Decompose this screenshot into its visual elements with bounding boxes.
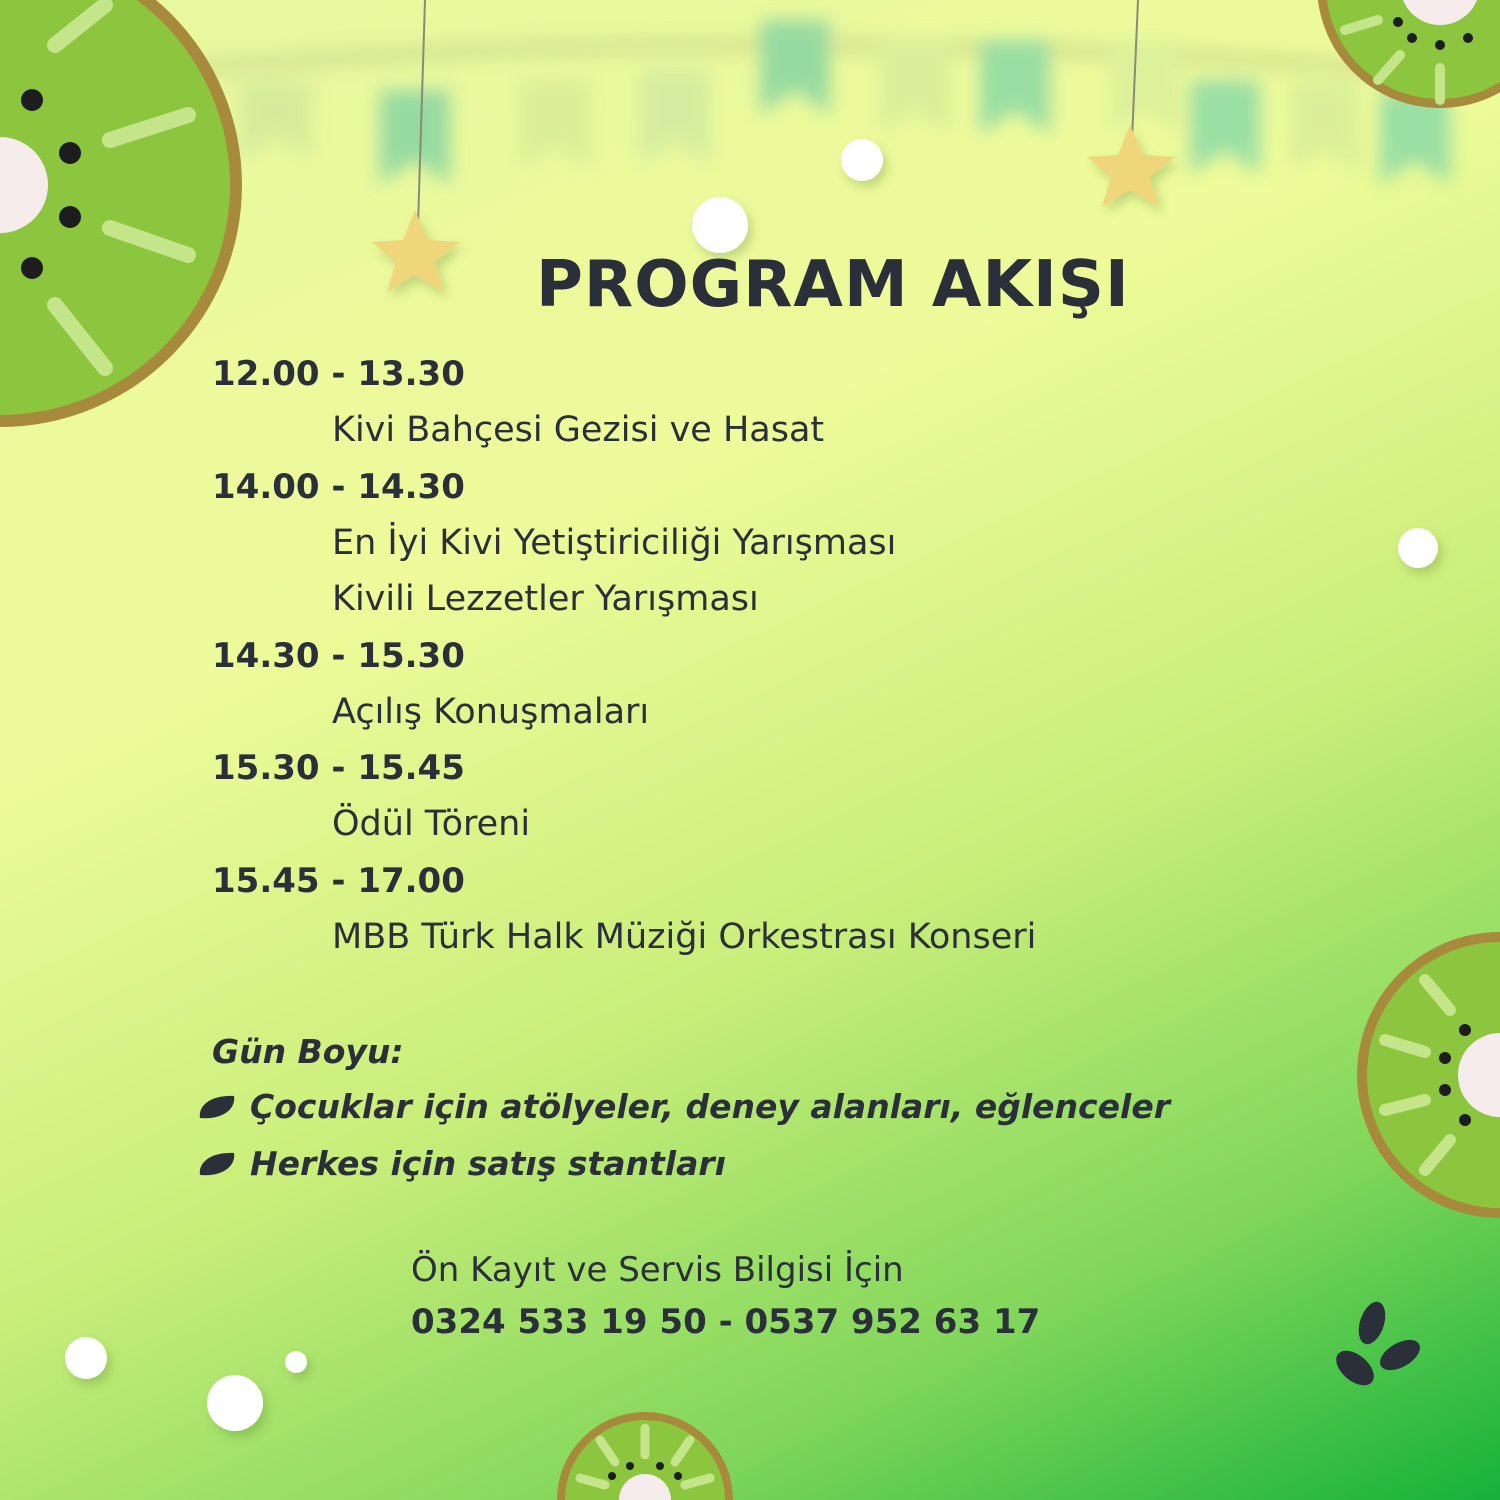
page-title: PROGRAM AKIŞI [536,248,1130,322]
hanging-star-icon [1087,0,1175,207]
all-day-item [196,1135,1170,1192]
all-day-section [196,1026,1170,1192]
kiwi-seeds-icon [1330,1298,1425,1392]
schedule-time: 15.45 - 17.00 [212,860,465,901]
contact-phones: 0324 533 19 50 - 0537 952 63 17 [411,1302,1041,1342]
kiwi-slice-icon [1317,0,1500,108]
schedule-event: En İyi Kivi Yetiştiriciliği Yarışması [332,522,897,563]
schedule-time: 12.00 - 13.30 [212,354,465,394]
kiwi-seed-icon [196,1149,238,1179]
all-day-item-label: Herkes için satış stantları [250,1144,726,1183]
contact-info [411,1244,1040,1348]
schedule-event: Ödül Töreni [332,804,531,844]
schedule-event: Kivi Bahçesi Gezisi ve Hasat [332,410,825,450]
schedule-time: 14.30 - 15.30 [212,635,465,676]
kiwi-slice-icon [1357,932,1500,1218]
schedule-event: Kivili Lezzetler Yarışması [332,579,759,619]
kiwi-slice-icon [0,0,242,427]
contact-label: Ön Kayıt ve Servis Bilgisi İçin [411,1250,904,1290]
all-day-item [196,1078,1170,1135]
schedule-event: MBB Türk Halk Müziği Orkestrası Konseri [332,916,1037,957]
schedule-event: Açılış Konuşmaları [332,691,650,732]
program-schedule [212,346,1036,965]
all-day-title: Gün Boyu: [212,1032,404,1071]
hanging-star-icon [372,0,460,292]
schedule-time: 14.00 - 14.30 [212,466,465,507]
kiwi-seed-icon [196,1092,238,1122]
all-day-item-label: Çocuklar için atölyeler, deney alanları, eğlenceler [250,1087,1170,1126]
kiwi-slice-icon [557,1412,733,1500]
schedule-time: 15.30 - 15.45 [212,748,465,788]
